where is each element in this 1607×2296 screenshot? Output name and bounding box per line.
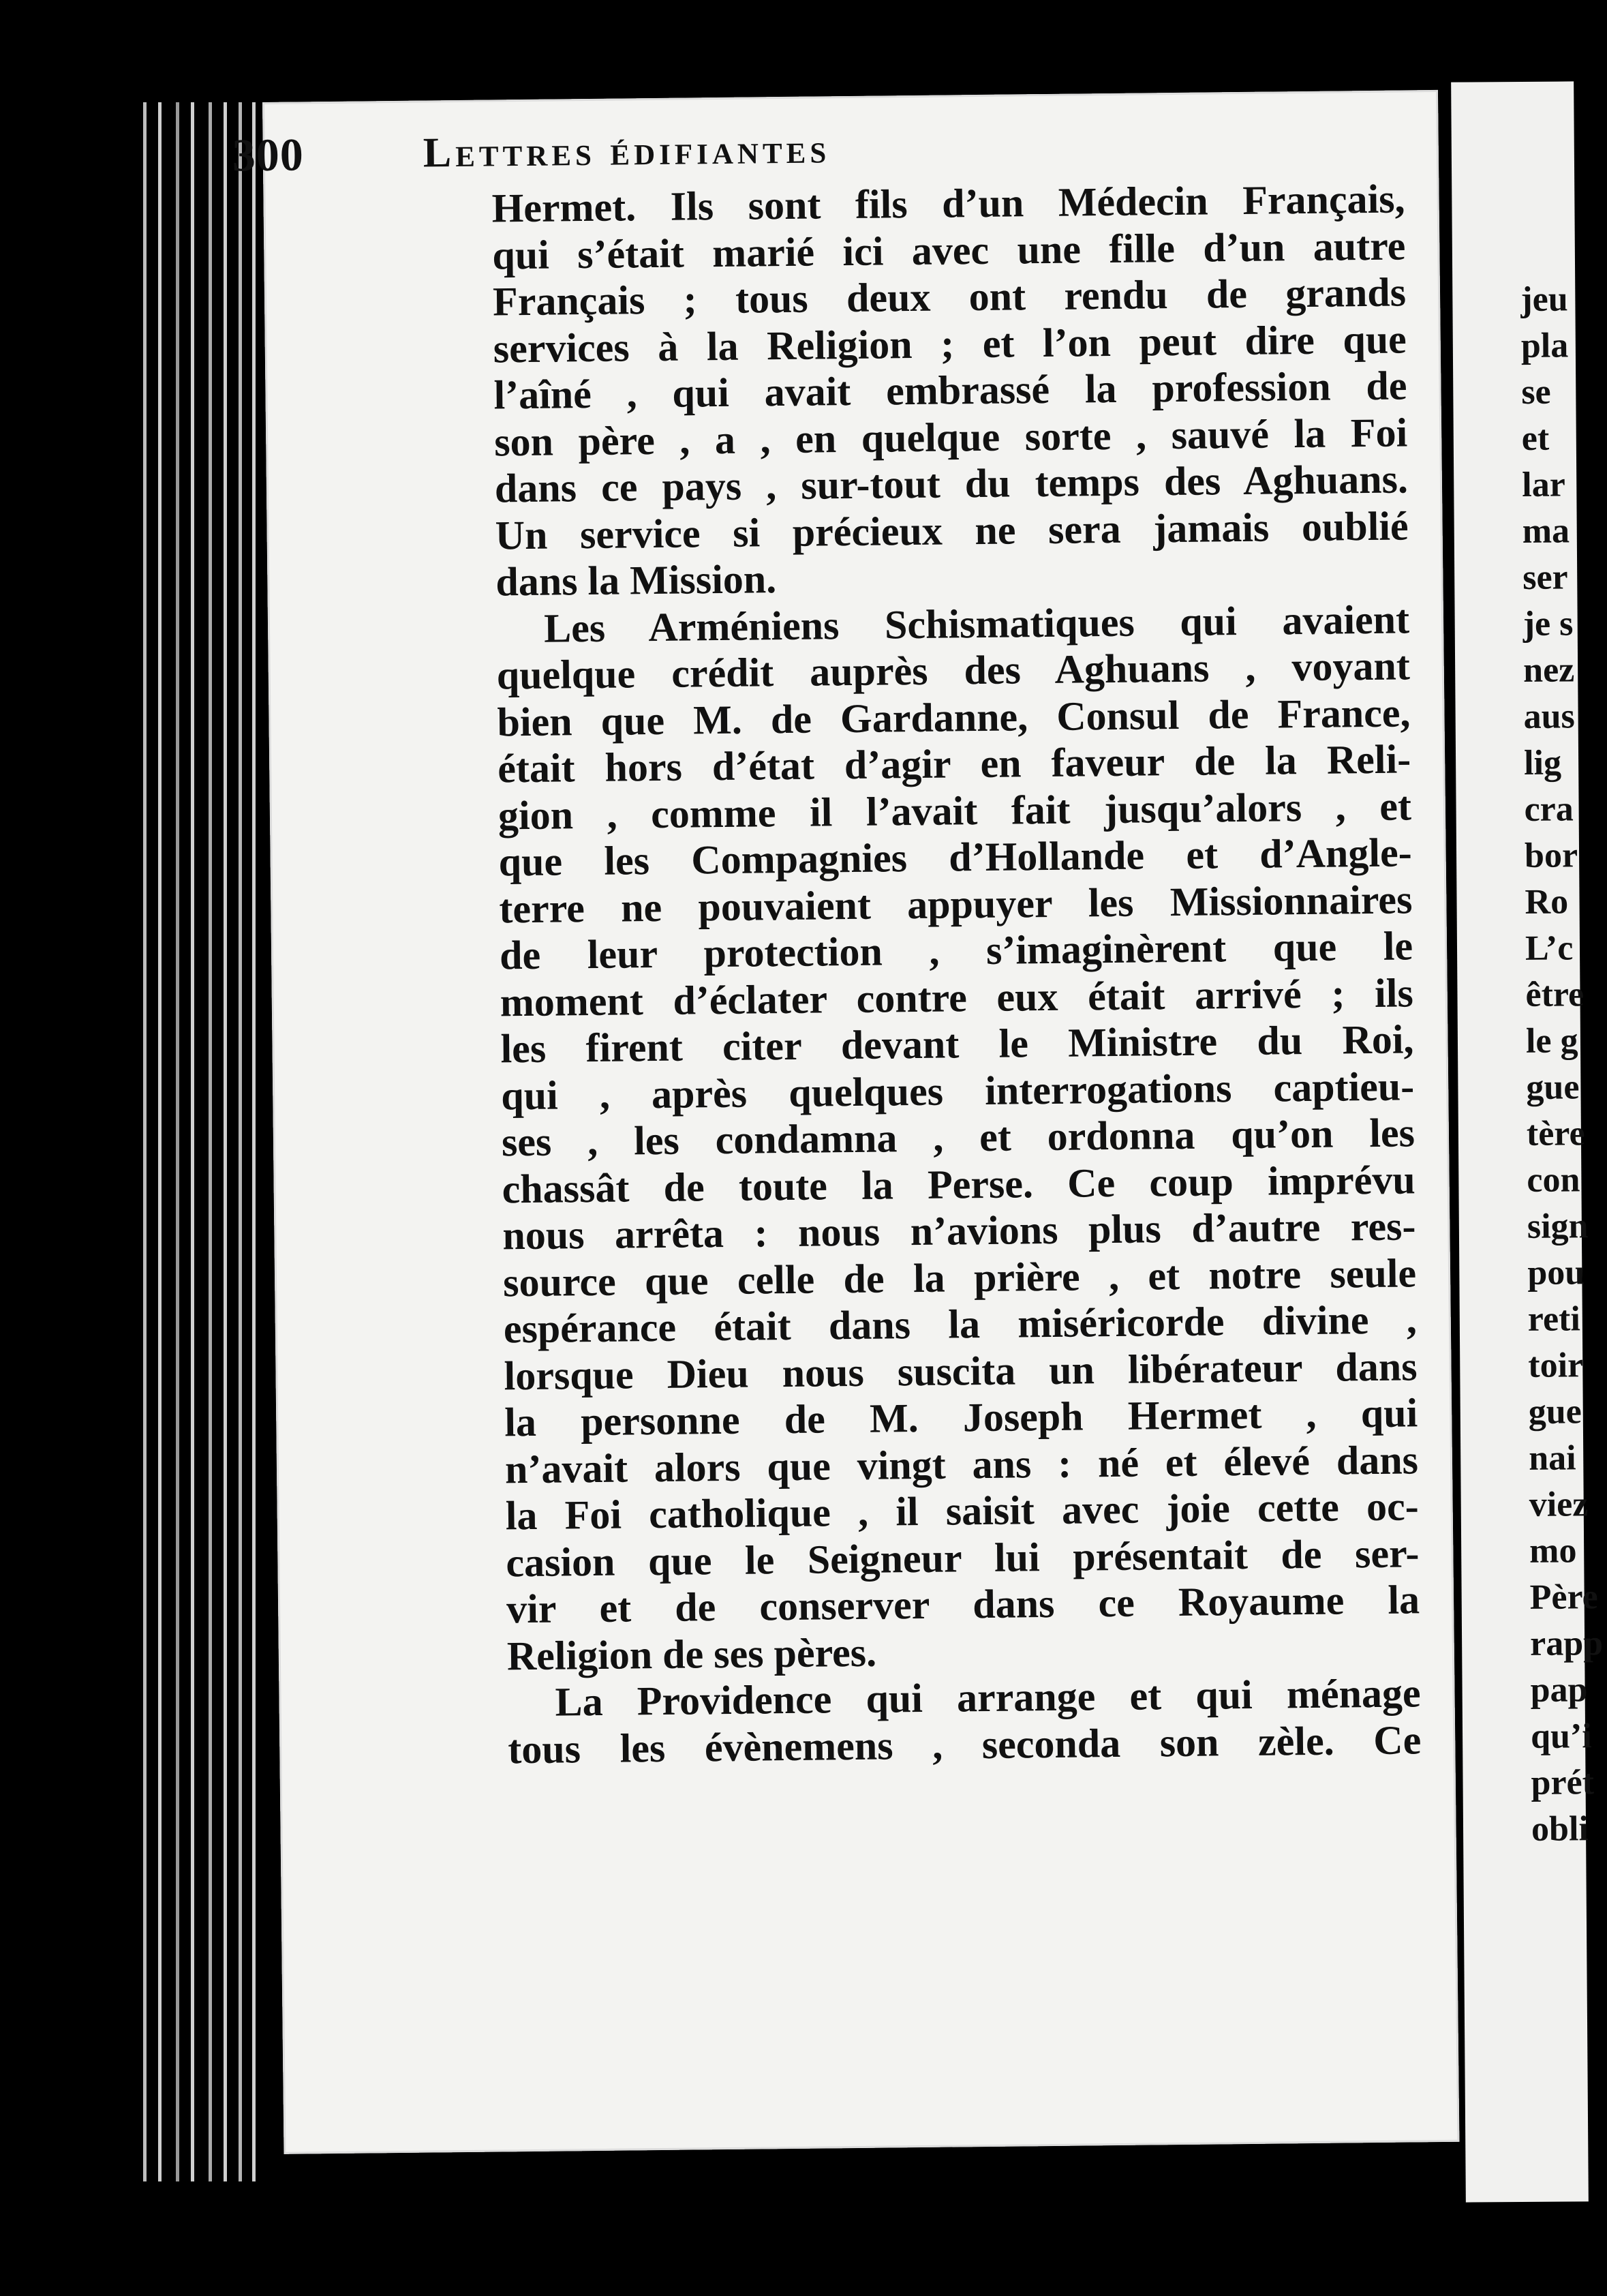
- facing-fragment: être: [1525, 975, 1585, 1014]
- text-line: qui s’était marié ici avec une fille d’un autre: [492, 222, 1406, 277]
- facing-fragment: jeu: [1520, 280, 1568, 319]
- text-line: Français ; tous deux ont rendu de grands: [492, 269, 1407, 324]
- text-line: terre ne pouvaient appuyer les Missionnaires: [499, 876, 1413, 931]
- text-line: quelque crédit auprès des Aghuans , voyant: [496, 643, 1411, 698]
- facing-fragment: pla: [1520, 326, 1569, 365]
- text-line: casion que le Seigneur lui présentait de ser-: [506, 1530, 1420, 1585]
- text-line: La Providence qui arrange et qui ménage: [555, 1670, 1421, 1725]
- text-line: était hors d’état d’agir en faveur de la Reli-: [497, 736, 1411, 791]
- facing-fragment: tère: [1526, 1114, 1585, 1153]
- facing-fragment: lig: [1523, 743, 1562, 783]
- facing-fragment: reti: [1527, 1299, 1580, 1339]
- facing-fragment: Père: [1529, 1577, 1598, 1617]
- body-text: [491, 175, 1421, 1772]
- text-line: de leur protection , s’imaginèrent que le: [499, 923, 1413, 978]
- facing-fragment: et: [1521, 419, 1550, 458]
- facing-fragment: con: [1527, 1160, 1580, 1200]
- text-line: tous les évènemens , seconda son zèle. Ce: [507, 1717, 1422, 1772]
- text-line: les firent citer devant le Ministre du Roi,: [500, 1016, 1414, 1072]
- facing-fragment: ma: [1522, 511, 1570, 551]
- facing-fragment: qu’i: [1530, 1717, 1592, 1756]
- facing-fragment: pap: [1530, 1670, 1588, 1710]
- text-line: vir et de conserver dans ce Royaume la: [506, 1577, 1420, 1632]
- text-line: dans la Mission.: [495, 556, 777, 605]
- facing-fragment: cra: [1524, 789, 1574, 829]
- facing-fragment: prét: [1531, 1763, 1595, 1802]
- facing-fragment: L’c: [1525, 928, 1574, 968]
- text-line: son père , a , en quelque sorte , sauvé la Foi: [493, 409, 1408, 464]
- facing-page: [1451, 81, 1604, 2202]
- text-line: source que celle de la prière , et notre seule: [502, 1250, 1417, 1305]
- facing-fragment: nez: [1522, 650, 1575, 690]
- text-line: gion , comme il l’avait fait jusqu’alors , et: [498, 783, 1412, 838]
- text-line: Hermet. Ils sont fils d’un Médecin Français,: [491, 176, 1405, 231]
- facing-fragment: le g: [1525, 1021, 1578, 1061]
- text-line: bien que M. de Gardanne, Consul de France,: [497, 689, 1411, 744]
- facing-fragment: viez: [1529, 1485, 1589, 1524]
- text-line: nous arrêta : nous n’avions plus d’autre res-: [502, 1203, 1416, 1258]
- text-line: Les Arméniens Schismatiques qui avaient: [543, 596, 1410, 651]
- text-line: Religion de ses pères.: [506, 1629, 877, 1678]
- text-line: dans ce pays , sur-tout du temps des Aghuans.: [494, 456, 1409, 511]
- facing-fragment: aus: [1523, 697, 1576, 736]
- text-line: moment d’éclater contre eux était arrivé ; ils: [500, 969, 1414, 1025]
- facing-fragment: pou: [1527, 1253, 1585, 1293]
- facing-fragment: ser: [1522, 558, 1568, 597]
- page-header: [232, 119, 1132, 183]
- facing-fragment: gue: [1526, 1068, 1580, 1107]
- facing-fragment: lar: [1522, 465, 1566, 504]
- facing-fragment: obli: [1531, 1809, 1589, 1849]
- text-line: la personne de M. Joseph Hermet , qui: [504, 1390, 1418, 1445]
- page-number: 300: [232, 128, 305, 181]
- facing-fragment: bor: [1524, 836, 1578, 875]
- running-title: Lettres édifiantes: [423, 125, 831, 177]
- text-line: qui , après quelques interrogations captieu-: [500, 1063, 1415, 1118]
- facing-fragment: toir: [1528, 1346, 1584, 1385]
- text-line: lorsque Dieu nous suscita un libérateur dans: [504, 1343, 1418, 1398]
- facing-fragment: se: [1521, 372, 1551, 412]
- text-line: services à la Religion ; et l’on peut dire que: [493, 316, 1407, 371]
- facing-fragment: je s: [1522, 604, 1574, 644]
- text-line: espérance était dans la miséricorde divine ,: [503, 1297, 1418, 1352]
- text-line: ses , les condamna , et ordonna qu’on les: [501, 1110, 1415, 1165]
- facing-fragment: Ro: [1525, 882, 1569, 922]
- text-line: l’aîné , qui avait embrassé la profession de: [493, 363, 1407, 418]
- facing-fragment: mo: [1529, 1531, 1577, 1571]
- text-line: que les Compagnies d’Hollande et d’Angle-: [498, 830, 1412, 885]
- facing-fragment: nai: [1529, 1438, 1576, 1478]
- book-page: [232, 90, 1459, 2154]
- facing-fragment: rapp: [1529, 1624, 1604, 1663]
- page-edges: [143, 102, 266, 2181]
- text-line: chassât de toute la Perse. Ce coup imprévu: [502, 1156, 1415, 1211]
- facing-fragment: gue: [1528, 1392, 1582, 1432]
- text-line: n’avait alors que vingt ans : né et élevé dans: [504, 1436, 1419, 1492]
- facing-fragment: sign: [1527, 1207, 1589, 1246]
- text-line: Un service si précieux ne sera jamais oublié: [495, 502, 1409, 558]
- text-line: la Foi catholique , il saisit avec joie cette oc-: [505, 1483, 1420, 1539]
